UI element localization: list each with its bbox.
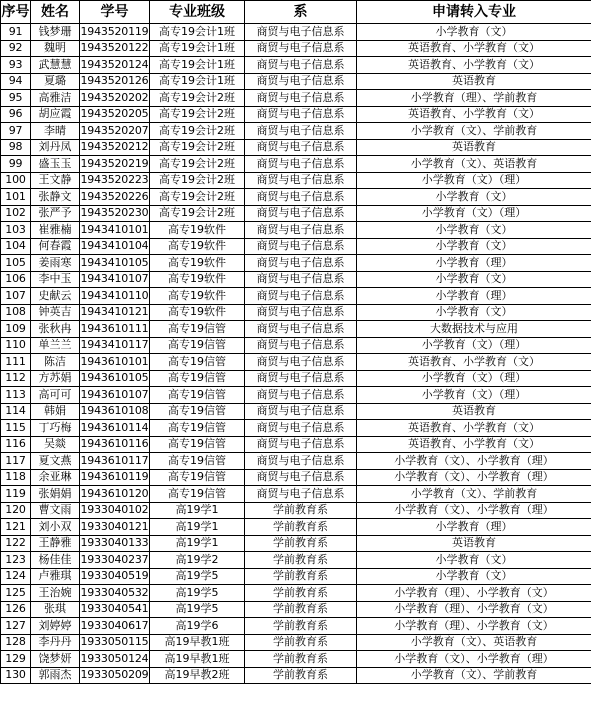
cell-name: 盛玉玉 bbox=[31, 156, 80, 173]
cell-class: 高19学2 bbox=[150, 552, 245, 569]
cell-department: 商贸与电子信息系 bbox=[245, 453, 357, 470]
cell-target-major: 英语教育、小学教育（文） bbox=[357, 106, 591, 123]
table-row bbox=[1, 222, 591, 239]
cell-class: 高专19信管 bbox=[150, 486, 245, 503]
cell-target-major: 英语教育、小学教育（文） bbox=[357, 420, 591, 437]
cell-target-major: 英语教育 bbox=[357, 403, 591, 420]
cell-class: 高专19会计2班 bbox=[150, 156, 245, 173]
cell-name: 高雅洁 bbox=[31, 90, 80, 107]
cell-target-major: 英语教育 bbox=[357, 535, 591, 552]
cell-seq: 107 bbox=[1, 288, 31, 305]
cell-name: 钱梦珊 bbox=[31, 24, 80, 41]
cell-student-id: 1933040237 bbox=[80, 552, 150, 569]
table-row bbox=[1, 40, 591, 57]
cell-name: 韩娟 bbox=[31, 403, 80, 420]
cell-student-id: 1943520119 bbox=[80, 24, 150, 41]
cell-department: 商贸与电子信息系 bbox=[245, 156, 357, 173]
cell-department: 学前教育系 bbox=[245, 502, 357, 519]
cell-name: 郭雨杰 bbox=[31, 667, 80, 684]
table-row bbox=[1, 354, 591, 371]
cell-target-major: 小学教育（文） bbox=[357, 189, 591, 206]
cell-target-major: 小学教育（文）、小学教育（理） bbox=[357, 502, 591, 519]
cell-class: 高专19信管 bbox=[150, 469, 245, 486]
cell-name: 张严予 bbox=[31, 205, 80, 222]
cell-seq: 115 bbox=[1, 420, 31, 437]
table-row bbox=[1, 618, 591, 635]
cell-department: 商贸与电子信息系 bbox=[245, 139, 357, 156]
cell-target-major: 小学教育（文）（理） bbox=[357, 387, 591, 404]
cell-target-major: 小学教育（理）、小学教育（文） bbox=[357, 601, 591, 618]
cell-department: 商贸与电子信息系 bbox=[245, 337, 357, 354]
cell-seq: 102 bbox=[1, 205, 31, 222]
table-row bbox=[1, 568, 591, 585]
cell-class: 高19早教1班 bbox=[150, 651, 245, 668]
cell-target-major: 小学教育（文）、英语教育 bbox=[357, 156, 591, 173]
header-seq: 序号 bbox=[1, 1, 31, 24]
cell-name: 曹文雨 bbox=[31, 502, 80, 519]
cell-department: 商贸与电子信息系 bbox=[245, 436, 357, 453]
cell-seq: 110 bbox=[1, 337, 31, 354]
cell-class: 高专19会计2班 bbox=[150, 123, 245, 140]
cell-department: 商贸与电子信息系 bbox=[245, 271, 357, 288]
table-row bbox=[1, 486, 591, 503]
table-row bbox=[1, 585, 591, 602]
cell-student-id: 1943410117 bbox=[80, 337, 150, 354]
cell-student-id: 1943610119 bbox=[80, 469, 150, 486]
cell-student-id: 1933050209 bbox=[80, 667, 150, 684]
table-row bbox=[1, 321, 591, 338]
cell-name: 刘婷婷 bbox=[31, 618, 80, 635]
table-row bbox=[1, 552, 591, 569]
cell-target-major: 小学教育（文）、学前教育 bbox=[357, 667, 591, 684]
cell-seq: 95 bbox=[1, 90, 31, 107]
cell-name: 史献云 bbox=[31, 288, 80, 305]
cell-class: 高专19会计2班 bbox=[150, 189, 245, 206]
table-row bbox=[1, 519, 591, 536]
cell-name: 杨佳佳 bbox=[31, 552, 80, 569]
cell-class: 高19学1 bbox=[150, 519, 245, 536]
cell-department: 商贸与电子信息系 bbox=[245, 73, 357, 90]
cell-name: 余亚琳 bbox=[31, 469, 80, 486]
cell-target-major: 小学教育（文）、小学教育（理） bbox=[357, 453, 591, 470]
cell-class: 高专19信管 bbox=[150, 420, 245, 437]
cell-class: 高19学5 bbox=[150, 568, 245, 585]
cell-target-major: 小学教育（文） bbox=[357, 238, 591, 255]
cell-class: 高19早教1班 bbox=[150, 634, 245, 651]
header-department: 系 bbox=[245, 1, 357, 24]
table-row bbox=[1, 57, 591, 74]
table-row bbox=[1, 667, 591, 684]
cell-target-major: 小学教育（文）（理） bbox=[357, 172, 591, 189]
cell-name: 何春霞 bbox=[31, 238, 80, 255]
cell-class: 高专19信管 bbox=[150, 321, 245, 338]
cell-seq: 94 bbox=[1, 73, 31, 90]
cell-target-major: 小学教育（文）、学前教育 bbox=[357, 123, 591, 140]
table-row bbox=[1, 156, 591, 173]
cell-name: 武慧慧 bbox=[31, 57, 80, 74]
cell-student-id: 1943610114 bbox=[80, 420, 150, 437]
cell-department: 商贸与电子信息系 bbox=[245, 189, 357, 206]
cell-class: 高19学6 bbox=[150, 618, 245, 635]
cell-department: 商贸与电子信息系 bbox=[245, 304, 357, 321]
table-row bbox=[1, 370, 591, 387]
table-row bbox=[1, 123, 591, 140]
cell-class: 高专19会计2班 bbox=[150, 205, 245, 222]
cell-student-id: 1933040133 bbox=[80, 535, 150, 552]
cell-target-major: 小学教育（文） bbox=[357, 24, 591, 41]
table-row bbox=[1, 106, 591, 123]
cell-student-id: 1933040519 bbox=[80, 568, 150, 585]
cell-target-major: 英语教育、小学教育（文） bbox=[357, 57, 591, 74]
cell-target-major: 小学教育（文）、学前教育 bbox=[357, 486, 591, 503]
cell-department: 商贸与电子信息系 bbox=[245, 222, 357, 239]
cell-class: 高专19软件 bbox=[150, 271, 245, 288]
cell-name: 张娟娟 bbox=[31, 486, 80, 503]
cell-class: 高专19信管 bbox=[150, 403, 245, 420]
cell-seq: 97 bbox=[1, 123, 31, 140]
header-student-id: 学号 bbox=[80, 1, 150, 24]
cell-department: 学前教育系 bbox=[245, 651, 357, 668]
cell-class: 高专19信管 bbox=[150, 387, 245, 404]
table-row bbox=[1, 453, 591, 470]
cell-department: 学前教育系 bbox=[245, 601, 357, 618]
cell-target-major: 英语教育 bbox=[357, 73, 591, 90]
cell-name: 夏璐 bbox=[31, 73, 80, 90]
cell-name: 单兰兰 bbox=[31, 337, 80, 354]
cell-target-major: 小学教育（理） bbox=[357, 288, 591, 305]
cell-department: 商贸与电子信息系 bbox=[245, 387, 357, 404]
cell-name: 钟英吉 bbox=[31, 304, 80, 321]
cell-student-id: 1933040541 bbox=[80, 601, 150, 618]
cell-class: 高专19软件 bbox=[150, 238, 245, 255]
cell-seq: 130 bbox=[1, 667, 31, 684]
cell-target-major: 小学教育（理） bbox=[357, 255, 591, 272]
cell-name: 胡应霞 bbox=[31, 106, 80, 123]
cell-seq: 129 bbox=[1, 651, 31, 668]
cell-name: 姜雨寒 bbox=[31, 255, 80, 272]
cell-seq: 103 bbox=[1, 222, 31, 239]
cell-target-major: 英语教育、小学教育（文） bbox=[357, 354, 591, 371]
cell-target-major: 小学教育（理） bbox=[357, 519, 591, 536]
cell-student-id: 1943410121 bbox=[80, 304, 150, 321]
cell-student-id: 1943410101 bbox=[80, 222, 150, 239]
cell-class: 高专19信管 bbox=[150, 453, 245, 470]
cell-class: 高专19信管 bbox=[150, 354, 245, 371]
cell-student-id: 1943610105 bbox=[80, 370, 150, 387]
cell-department: 商贸与电子信息系 bbox=[245, 24, 357, 41]
table-row bbox=[1, 255, 591, 272]
table-row bbox=[1, 304, 591, 321]
cell-class: 高19学1 bbox=[150, 502, 245, 519]
cell-department: 商贸与电子信息系 bbox=[245, 354, 357, 371]
cell-class: 高专19信管 bbox=[150, 370, 245, 387]
table-row bbox=[1, 189, 591, 206]
cell-target-major: 小学教育（文） bbox=[357, 552, 591, 569]
cell-student-id: 1933050124 bbox=[80, 651, 150, 668]
cell-name: 张琪 bbox=[31, 601, 80, 618]
cell-seq: 105 bbox=[1, 255, 31, 272]
cell-target-major: 英语教育 bbox=[357, 139, 591, 156]
table-row bbox=[1, 403, 591, 420]
cell-name: 夏文燕 bbox=[31, 453, 80, 470]
cell-student-id: 1943520212 bbox=[80, 139, 150, 156]
cell-student-id: 1943610117 bbox=[80, 453, 150, 470]
cell-name: 王静雅 bbox=[31, 535, 80, 552]
cell-seq: 125 bbox=[1, 585, 31, 602]
cell-department: 商贸与电子信息系 bbox=[245, 486, 357, 503]
cell-name: 李晴 bbox=[31, 123, 80, 140]
cell-seq: 93 bbox=[1, 57, 31, 74]
cell-seq: 96 bbox=[1, 106, 31, 123]
table-row bbox=[1, 288, 591, 305]
cell-department: 商贸与电子信息系 bbox=[245, 255, 357, 272]
cell-class: 高专19软件 bbox=[150, 304, 245, 321]
cell-department: 学前教育系 bbox=[245, 535, 357, 552]
cell-department: 学前教育系 bbox=[245, 585, 357, 602]
cell-name: 刘小双 bbox=[31, 519, 80, 536]
cell-student-id: 1943520230 bbox=[80, 205, 150, 222]
cell-seq: 112 bbox=[1, 370, 31, 387]
cell-student-id: 1943610111 bbox=[80, 321, 150, 338]
cell-student-id: 1943520207 bbox=[80, 123, 150, 140]
cell-department: 商贸与电子信息系 bbox=[245, 238, 357, 255]
cell-student-id: 1943610107 bbox=[80, 387, 150, 404]
cell-seq: 113 bbox=[1, 387, 31, 404]
cell-class: 高专19会计1班 bbox=[150, 73, 245, 90]
cell-seq: 128 bbox=[1, 634, 31, 651]
table-row bbox=[1, 469, 591, 486]
cell-seq: 116 bbox=[1, 436, 31, 453]
cell-target-major: 小学教育（理）、小学教育（文） bbox=[357, 618, 591, 635]
cell-student-id: 1943520223 bbox=[80, 172, 150, 189]
cell-student-id: 1943410105 bbox=[80, 255, 150, 272]
cell-department: 商贸与电子信息系 bbox=[245, 172, 357, 189]
cell-class: 高19学1 bbox=[150, 535, 245, 552]
cell-seq: 123 bbox=[1, 552, 31, 569]
cell-class: 高专19会计1班 bbox=[150, 24, 245, 41]
cell-target-major: 小学教育（文） bbox=[357, 568, 591, 585]
cell-seq: 127 bbox=[1, 618, 31, 635]
cell-class: 高专19会计2班 bbox=[150, 139, 245, 156]
header-name: 姓名 bbox=[31, 1, 80, 24]
cell-class: 高专19软件 bbox=[150, 255, 245, 272]
cell-department: 商贸与电子信息系 bbox=[245, 403, 357, 420]
cell-class: 高专19软件 bbox=[150, 288, 245, 305]
cell-target-major: 英语教育、小学教育（文） bbox=[357, 40, 591, 57]
cell-target-major: 小学教育（理）、学前教育 bbox=[357, 90, 591, 107]
cell-student-id: 1933040532 bbox=[80, 585, 150, 602]
cell-department: 商贸与电子信息系 bbox=[245, 205, 357, 222]
cell-student-id: 1943520205 bbox=[80, 106, 150, 123]
cell-department: 商贸与电子信息系 bbox=[245, 123, 357, 140]
cell-class: 高19早教2班 bbox=[150, 667, 245, 684]
cell-seq: 117 bbox=[1, 453, 31, 470]
cell-target-major: 小学教育（文） bbox=[357, 304, 591, 321]
cell-class: 高专19会计2班 bbox=[150, 90, 245, 107]
table-body bbox=[1, 24, 591, 684]
cell-name: 丁巧梅 bbox=[31, 420, 80, 437]
cell-target-major: 小学教育（文）、小学教育（理） bbox=[357, 651, 591, 668]
cell-department: 学前教育系 bbox=[245, 618, 357, 635]
table-row bbox=[1, 139, 591, 156]
cell-seq: 126 bbox=[1, 601, 31, 618]
cell-student-id: 1943410104 bbox=[80, 238, 150, 255]
cell-class: 高19学5 bbox=[150, 585, 245, 602]
cell-name: 卢雅琪 bbox=[31, 568, 80, 585]
header-row bbox=[1, 1, 591, 24]
cell-class: 高专19会计1班 bbox=[150, 40, 245, 57]
table-row bbox=[1, 271, 591, 288]
cell-student-id: 1943520226 bbox=[80, 189, 150, 206]
cell-student-id: 1933050115 bbox=[80, 634, 150, 651]
cell-seq: 114 bbox=[1, 403, 31, 420]
cell-student-id: 1943520124 bbox=[80, 57, 150, 74]
cell-name: 魏明 bbox=[31, 40, 80, 57]
cell-target-major: 小学教育（理）、小学教育（文） bbox=[357, 585, 591, 602]
table-row bbox=[1, 337, 591, 354]
cell-student-id: 1943520126 bbox=[80, 73, 150, 90]
cell-student-id: 1943520122 bbox=[80, 40, 150, 57]
cell-target-major: 小学教育（文）、小学教育（理） bbox=[357, 469, 591, 486]
cell-class: 高专19信管 bbox=[150, 337, 245, 354]
cell-seq: 91 bbox=[1, 24, 31, 41]
cell-name: 方苏娟 bbox=[31, 370, 80, 387]
cell-seq: 121 bbox=[1, 519, 31, 536]
table-row bbox=[1, 387, 591, 404]
cell-student-id: 1943520202 bbox=[80, 90, 150, 107]
cell-name: 王治婉 bbox=[31, 585, 80, 602]
cell-seq: 106 bbox=[1, 271, 31, 288]
header-class: 专业班级 bbox=[150, 1, 245, 24]
cell-department: 学前教育系 bbox=[245, 568, 357, 585]
cell-name: 吴燚 bbox=[31, 436, 80, 453]
cell-department: 学前教育系 bbox=[245, 519, 357, 536]
cell-target-major: 小学教育（文）（理） bbox=[357, 370, 591, 387]
cell-name: 王文静 bbox=[31, 172, 80, 189]
table-row bbox=[1, 24, 591, 41]
cell-student-id: 1933040617 bbox=[80, 618, 150, 635]
cell-department: 商贸与电子信息系 bbox=[245, 57, 357, 74]
cell-name: 张静文 bbox=[31, 189, 80, 206]
table-row bbox=[1, 535, 591, 552]
cell-name: 饶梦妍 bbox=[31, 651, 80, 668]
cell-seq: 122 bbox=[1, 535, 31, 552]
cell-department: 学前教育系 bbox=[245, 552, 357, 569]
table-row bbox=[1, 172, 591, 189]
cell-seq: 99 bbox=[1, 156, 31, 173]
cell-department: 商贸与电子信息系 bbox=[245, 40, 357, 57]
cell-seq: 104 bbox=[1, 238, 31, 255]
cell-class: 高19学5 bbox=[150, 601, 245, 618]
cell-target-major: 小学教育（文）（理） bbox=[357, 337, 591, 354]
cell-target-major: 大数据技术与应用 bbox=[357, 321, 591, 338]
cell-student-id: 1943520219 bbox=[80, 156, 150, 173]
cell-department: 学前教育系 bbox=[245, 634, 357, 651]
table-row bbox=[1, 205, 591, 222]
cell-class: 高专19会计1班 bbox=[150, 57, 245, 74]
cell-student-id: 1943410107 bbox=[80, 271, 150, 288]
cell-name: 陈洁 bbox=[31, 354, 80, 371]
cell-seq: 124 bbox=[1, 568, 31, 585]
cell-name: 刘丹凤 bbox=[31, 139, 80, 156]
cell-student-id: 1943610101 bbox=[80, 354, 150, 371]
cell-seq: 98 bbox=[1, 139, 31, 156]
cell-seq: 119 bbox=[1, 486, 31, 503]
cell-student-id: 1933040102 bbox=[80, 502, 150, 519]
table-row bbox=[1, 601, 591, 618]
cell-seq: 100 bbox=[1, 172, 31, 189]
cell-name: 张秋冉 bbox=[31, 321, 80, 338]
table-row bbox=[1, 436, 591, 453]
cell-seq: 108 bbox=[1, 304, 31, 321]
cell-name: 高可可 bbox=[31, 387, 80, 404]
cell-department: 商贸与电子信息系 bbox=[245, 370, 357, 387]
table-row bbox=[1, 73, 591, 90]
cell-target-major: 小学教育（文）（理） bbox=[357, 205, 591, 222]
cell-seq: 111 bbox=[1, 354, 31, 371]
cell-name: 李丹丹 bbox=[31, 634, 80, 651]
table-row bbox=[1, 90, 591, 107]
table-row bbox=[1, 634, 591, 651]
cell-class: 高专19软件 bbox=[150, 222, 245, 239]
cell-seq: 118 bbox=[1, 469, 31, 486]
cell-target-major: 小学教育（文）、英语教育 bbox=[357, 634, 591, 651]
cell-seq: 109 bbox=[1, 321, 31, 338]
cell-class: 高专19会计2班 bbox=[150, 106, 245, 123]
cell-department: 商贸与电子信息系 bbox=[245, 106, 357, 123]
cell-department: 商贸与电子信息系 bbox=[245, 90, 357, 107]
header-target-major: 申请转入专业 bbox=[357, 1, 591, 24]
cell-target-major: 小学教育（文） bbox=[357, 271, 591, 288]
cell-seq: 120 bbox=[1, 502, 31, 519]
cell-department: 商贸与电子信息系 bbox=[245, 420, 357, 437]
table-row bbox=[1, 502, 591, 519]
table-row bbox=[1, 238, 591, 255]
cell-seq: 92 bbox=[1, 40, 31, 57]
table-row bbox=[1, 651, 591, 668]
cell-student-id: 1933040121 bbox=[80, 519, 150, 536]
cell-target-major: 英语教育、小学教育（文） bbox=[357, 436, 591, 453]
cell-name: 崔雅楠 bbox=[31, 222, 80, 239]
cell-department: 学前教育系 bbox=[245, 667, 357, 684]
cell-seq: 101 bbox=[1, 189, 31, 206]
cell-student-id: 1943410110 bbox=[80, 288, 150, 305]
cell-name: 李中玉 bbox=[31, 271, 80, 288]
cell-department: 商贸与电子信息系 bbox=[245, 321, 357, 338]
cell-student-id: 1943610108 bbox=[80, 403, 150, 420]
cell-class: 高专19信管 bbox=[150, 436, 245, 453]
table-row bbox=[1, 420, 591, 437]
cell-department: 商贸与电子信息系 bbox=[245, 288, 357, 305]
cell-student-id: 1943610120 bbox=[80, 486, 150, 503]
cell-student-id: 1943610116 bbox=[80, 436, 150, 453]
cell-department: 商贸与电子信息系 bbox=[245, 469, 357, 486]
cell-class: 高专19会计2班 bbox=[150, 172, 245, 189]
cell-target-major: 小学教育（文） bbox=[357, 222, 591, 239]
